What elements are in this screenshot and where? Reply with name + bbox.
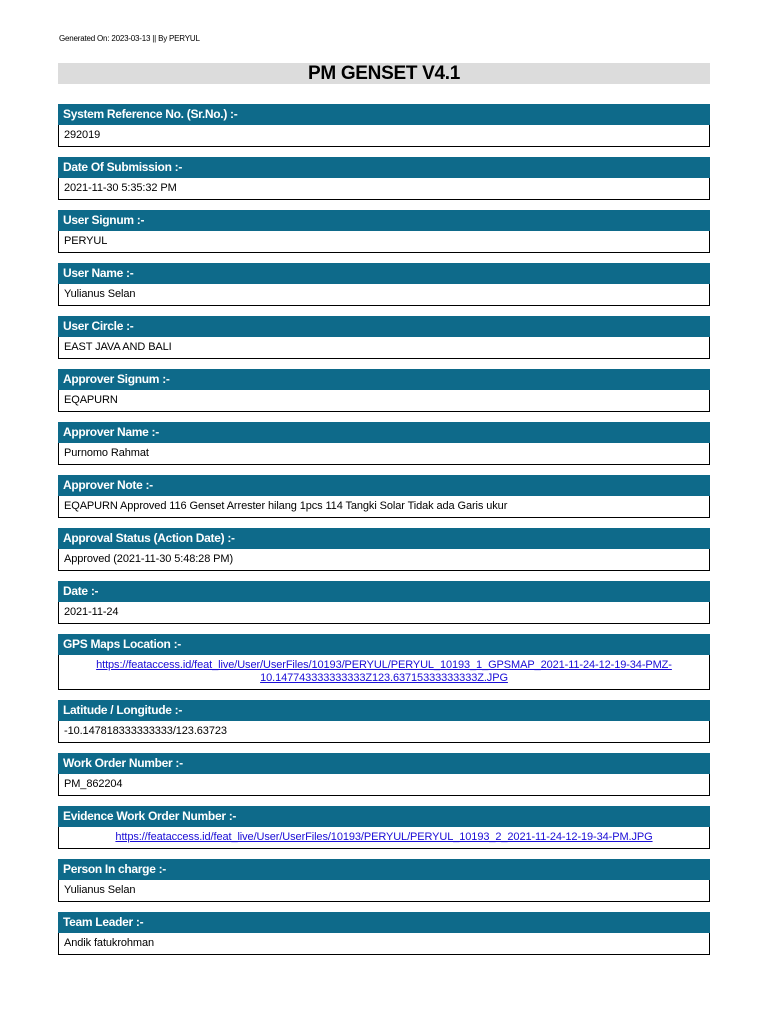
field-label: System Reference No. (Sr.No.) :- (58, 104, 710, 125)
field-label: Date Of Submission :- (58, 157, 710, 178)
field-label: Person In charge :- (58, 859, 710, 880)
generated-info: Generated On: 2023-03-13 || By PERYUL (59, 34, 200, 43)
field-approval-status (58, 528, 710, 571)
field-value: EQAPURN (58, 390, 710, 412)
field-label: Evidence Work Order Number :- (58, 806, 710, 827)
field-label: GPS Maps Location :- (58, 634, 710, 655)
field-label: Latitude / Longitude :- (58, 700, 710, 721)
field-approver-signum (58, 369, 710, 412)
field-value: Purnomo Rahmat (58, 443, 710, 465)
field-label: User Circle :- (58, 316, 710, 337)
field-label: Approval Status (Action Date) :- (58, 528, 710, 549)
field-user-circle (58, 316, 710, 359)
field-approver-name (58, 422, 710, 465)
field-label: Date :- (58, 581, 710, 602)
field-value: Approved (2021-11-30 5:48:28 PM) (58, 549, 710, 571)
field-label: Approver Signum :- (58, 369, 710, 390)
field-value (58, 827, 710, 849)
field-label: Work Order Number :- (58, 753, 710, 774)
field-value: Yulianus Selan (58, 880, 710, 902)
field-label: Team Leader :- (58, 912, 710, 933)
field-work-order-number (58, 753, 710, 796)
field-system-reference (58, 104, 710, 147)
evidence-link[interactable]: https://feataccess.id/feat_live/User/UserFiles/10193/PERYUL/PERYUL_10193_2_2021-11-24-12-19-34-PM.JPG (115, 831, 653, 843)
field-value: -10.147818333333333/123.63723 (58, 721, 710, 743)
field-date-of-submission (58, 157, 710, 200)
field-value: EQAPURN Approved 116 Genset Arrester hilang 1pcs 114 Tangki Solar Tidak ada Garis ukur (58, 496, 710, 518)
field-label: User Name :- (58, 263, 710, 284)
field-list (58, 104, 710, 965)
field-date (58, 581, 710, 624)
page-title: PM GENSET V4.1 (58, 63, 710, 84)
field-label: Approver Note :- (58, 475, 710, 496)
field-value: 2021-11-30 5:35:32 PM (58, 178, 710, 200)
field-label: User Signum :- (58, 210, 710, 231)
field-value: 2021-11-24 (58, 602, 710, 624)
field-gps-maps-location (58, 634, 710, 690)
field-value: Andik fatukrohman (58, 933, 710, 955)
field-value: 292019 (58, 125, 710, 147)
field-approver-note (58, 475, 710, 518)
field-value: PM_862204 (58, 774, 710, 796)
field-latitude-longitude (58, 700, 710, 743)
field-team-leader (58, 912, 710, 955)
field-label: Approver Name :- (58, 422, 710, 443)
field-value: EAST JAVA AND BALI (58, 337, 710, 359)
field-value (58, 655, 710, 690)
field-person-in-charge (58, 859, 710, 902)
field-user-signum (58, 210, 710, 253)
field-evidence-work-order (58, 806, 710, 849)
field-value: PERYUL (58, 231, 710, 253)
gps-map-link[interactable]: https://feataccess.id/feat_live/User/UserFiles/10193/PERYUL/PERYUL_10193_1_GPSMAP_2021-11-24-12-19-34-PMZ-10.147743333333333Z123.63715333333333Z.JPG (96, 659, 672, 684)
field-user-name (58, 263, 710, 306)
field-value: Yulianus Selan (58, 284, 710, 306)
